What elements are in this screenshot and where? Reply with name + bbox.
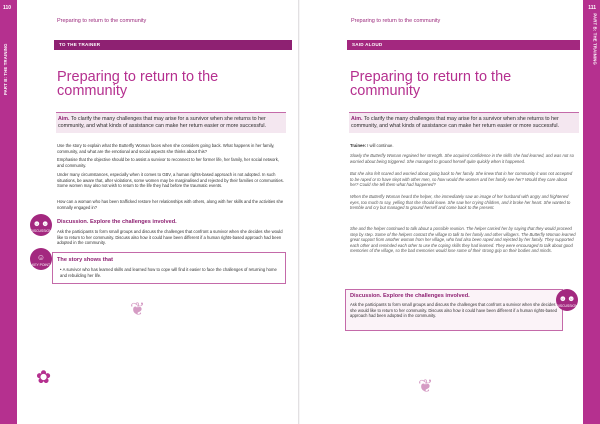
butterfly-icon: ❦	[418, 376, 434, 396]
side-label: PART B: THE TRAINING	[593, 13, 598, 65]
story-paragraph: But she also felt scared and worried about going back to her family. She knew that in her community it was not accepted to be raped or to have slept with other men, so how would the women and her family see her? Would they care about her? Could she tell them what had happened?	[350, 171, 573, 188]
running-head: Preparing to return to the community	[351, 18, 441, 24]
body-paragraph: Under many circumstances, especially when it comes to GBV, a human rights-based approach is not adopted. In such situations, be aware that, after violations, some women may be marginalised and rejected by their families or communities. Some women may also not wish to return to the life they had before the traumatic events.	[57, 172, 284, 189]
page-number: 110	[3, 5, 12, 11]
discussion-heading: Discussion. Explore the challenges involved.	[350, 293, 470, 299]
body-paragraph: Emphasise that the objective should be to assist a survivor to reconnect to her former life, her family, her social network, and community.	[57, 157, 279, 168]
discussion-icon: ☻☻	[558, 294, 576, 303]
trainee-line: Trainee: I will continue.	[350, 143, 394, 148]
aim-box	[349, 112, 579, 133]
story-paragraph: She and the helper continued to talk about a possible reunion. The helper carried her by saying that they would proceed step by step. Some of the helpers contact the village to talk to her family and other villagers. The Butterfly Woman learned great support from another woman from her village, who had also been raped and rejected by her family. They supported each other and reminded each other to use the coping skills they had learned. They were encouraged to talk about good memories of the village, so the bad memories would lose some of their strong grip on their bodies and minds.	[350, 226, 576, 254]
body-paragraph: How can a woman who has been trafficked restore her relationships with others, along with her skills and the activities she normally engaged in?	[57, 199, 284, 210]
story-paragraph: Slowly the Butterfly Woman regained her strength. She acquired confidence in the skills she had learned, and was not so worried about being triggered. She managed to ground herself quite quickly when it happened.	[350, 153, 574, 164]
discussion-badge: ☻☻ DISCUSSION	[30, 214, 52, 236]
aim-label: Aim.	[351, 116, 363, 122]
aim-text: To clarify the many challenges that may arise for a survivor when she returns to her community, and what kinds of assistance can make her return easier or more successful.	[351, 116, 560, 129]
discussion-icon: ☻☻	[32, 219, 50, 228]
side-strip	[0, 0, 17, 424]
running-head: Preparing to return to the community	[57, 18, 147, 24]
section-banner: SAID ALOUD	[347, 40, 580, 50]
discussion-text: Ask the participants to form small groups and discuss the challenges that confront a survivor when she decides she would like to return to her community. Discuss also how it could have been different if a human rights-based approach had been adopted in the community.	[57, 229, 283, 246]
key-point-icon: ☺	[36, 253, 46, 262]
butterfly-icon: ✿	[36, 367, 52, 387]
aim-box	[56, 112, 286, 133]
discussion-text: Ask the participants to form small groups and discuss the challenges that confront a survivor when she decides she would like to return to her community. Discuss also how it could have been different if a human rights-based approach had been adopted in the community.	[350, 302, 558, 319]
discussion-badge: ☻☻ DISCUSSION	[556, 289, 578, 311]
aim-text: To clarify the many challenges that may arise for a survivor when she returns to her community, and what kinds of assistance can make her return easier or more successful.	[58, 116, 267, 129]
story-bullet: • A survivor who has learned skills and learned how to cope will find it easier to face the challenges of returning home and rebuilding her life.	[60, 267, 277, 278]
right-page	[300, 0, 600, 424]
story-heading: The story shows that	[57, 257, 113, 263]
body-paragraph: Use the story to explain what the Butterfly Woman faces when she considers going back. What happens in her family, community, and what are the emotional and social aspects she thinks about this?	[57, 143, 275, 154]
section-banner: TO THE TRAINER	[54, 40, 292, 50]
side-strip	[583, 0, 600, 424]
discussion-heading: Discussion. Explore the challenges involved.	[57, 219, 177, 225]
story-paragraph: When the Butterfly Woman heard the helper, she immediately saw an image of her husband with angry and frightened eyes, too much to say, yelling that she should leave. She saw her crying children, and it broke her heart. She wanted to tremble and cry but managed to ground herself and come back to the present.	[350, 194, 571, 211]
page-title: Preparing to return to the community	[57, 69, 219, 99]
butterfly-icon: ❦	[130, 299, 146, 319]
page-title: Preparing to return to the community	[350, 69, 512, 99]
key-point-badge: ☺ KEY POINT	[30, 248, 52, 270]
page-number: 111	[588, 5, 596, 11]
side-label: PART B: THE TRAINING	[3, 43, 8, 95]
aim-label: Aim.	[58, 116, 70, 122]
